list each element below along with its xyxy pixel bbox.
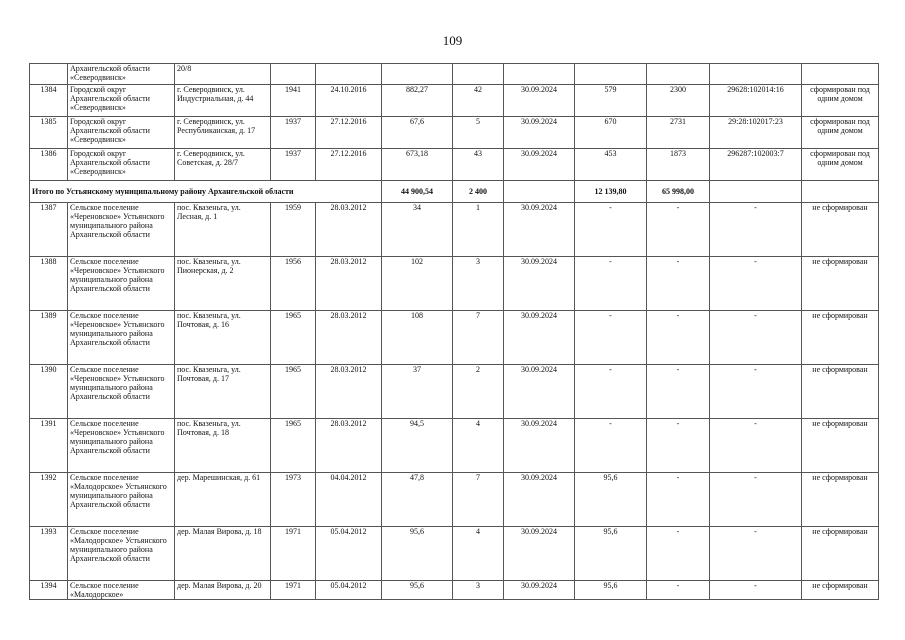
area-cell: 882,27 <box>382 85 453 117</box>
people-cell: 4 <box>453 527 504 581</box>
cost-cell: - <box>647 203 710 257</box>
row-number-cell: 1386 <box>30 149 68 181</box>
cost-cell: - <box>647 365 710 419</box>
cadastre-number-cell: 29628:102014:16 <box>710 85 802 117</box>
owner-cell: Сельское поселение «Череновское» Устьянского муниципального района Архангельской области <box>68 203 175 257</box>
plot-area-cell: - <box>575 311 647 365</box>
people-cell: 4 <box>453 419 504 473</box>
year-cell: 1941 <box>271 85 316 117</box>
cadastre-number-cell: - <box>710 581 802 600</box>
date-cell: 28.03.2012 <box>316 311 382 365</box>
plan-date-cell: 30.09.2024 <box>504 473 575 527</box>
total-sq: 12 139,80 <box>575 181 647 203</box>
land-status-cell: сформирован под одним домом <box>802 149 879 181</box>
plot-area-cell: 579 <box>575 85 647 117</box>
plot-area-cell <box>575 64 647 85</box>
cadastre-number-cell: - <box>710 365 802 419</box>
land-status-cell <box>802 64 879 85</box>
land-status-cell: не сформирован <box>802 257 879 311</box>
total-area: 44 900,54 <box>382 181 453 203</box>
table-row <box>30 419 879 473</box>
year-cell: 1937 <box>271 117 316 149</box>
plot-area-cell: 95,6 <box>575 473 647 527</box>
area-cell: 95,6 <box>382 527 453 581</box>
date-cell <box>316 64 382 85</box>
people-cell: 7 <box>453 311 504 365</box>
land-status-cell: сформирован под одним домом <box>802 117 879 149</box>
cost-cell: 1873 <box>647 149 710 181</box>
land-status-cell: не сформирован <box>802 203 879 257</box>
year-cell: 1956 <box>271 257 316 311</box>
plot-area-cell: - <box>575 203 647 257</box>
plan-date-cell: 30.09.2024 <box>504 85 575 117</box>
owner-cell: Сельское поселение «Череновское» Устьянского муниципального района Архангельской области <box>68 311 175 365</box>
row-number-cell: 1389 <box>30 311 68 365</box>
area-cell: 95,6 <box>382 581 453 600</box>
plan-date-cell: 30.09.2024 <box>504 257 575 311</box>
land-status-cell: не сформирован <box>802 365 879 419</box>
area-cell: 47,8 <box>382 473 453 527</box>
cadastre-number-cell: 29:28:102017:23 <box>710 117 802 149</box>
row-number-cell: 1385 <box>30 117 68 149</box>
area-cell: 34 <box>382 203 453 257</box>
land-status-cell: не сформирован <box>802 311 879 365</box>
plot-area-cell: - <box>575 365 647 419</box>
total-empty-cell <box>802 181 879 203</box>
plot-area-cell: - <box>575 419 647 473</box>
year-cell: 1965 <box>271 365 316 419</box>
cadastre-number-cell: - <box>710 257 802 311</box>
row-number-cell: 1387 <box>30 203 68 257</box>
year-cell: 1971 <box>271 527 316 581</box>
people-cell: 3 <box>453 257 504 311</box>
cost-cell <box>647 64 710 85</box>
year-cell <box>271 64 316 85</box>
people-cell <box>453 64 504 85</box>
date-cell: 05.04.2012 <box>316 581 382 600</box>
plot-area-cell: 453 <box>575 149 647 181</box>
owner-cell: Сельское поселение «Череновское» Устьянского муниципального района Архангельской области <box>68 257 175 311</box>
cadastre-number-cell: 296287:102003:7 <box>710 149 802 181</box>
owner-cell: Сельское поселение «Малодорское» <box>68 581 175 600</box>
owner-cell: Городской округ Архангельской области «Северодвинск» <box>68 117 175 149</box>
plan-date-cell: 30.09.2024 <box>504 365 575 419</box>
date-cell: 27.12.2016 <box>316 149 382 181</box>
total-row <box>30 181 879 203</box>
cost-cell: - <box>647 419 710 473</box>
address-cell: г. Северодвинск, ул. Советская, д. 28/7 <box>175 149 271 181</box>
owner-cell: Городской округ Архангельской области «Северодвинск» <box>68 85 175 117</box>
people-cell: 5 <box>453 117 504 149</box>
year-cell: 1965 <box>271 419 316 473</box>
row-number-cell <box>30 64 68 85</box>
people-cell: 1 <box>453 203 504 257</box>
date-cell: 05.04.2012 <box>316 527 382 581</box>
owner-cell: Городской округ Архангельской области «Северодвинск» <box>68 149 175 181</box>
total-cost: 65 998,00 <box>647 181 710 203</box>
date-cell: 28.03.2012 <box>316 419 382 473</box>
row-number-cell: 1391 <box>30 419 68 473</box>
total-empty-cell <box>504 181 575 203</box>
table-row <box>30 203 879 257</box>
plan-date-cell <box>504 64 575 85</box>
row-number-cell: 1390 <box>30 365 68 419</box>
row-number-cell: 1388 <box>30 257 68 311</box>
area-cell: 102 <box>382 257 453 311</box>
cadastre-number-cell: - <box>710 473 802 527</box>
address-cell: пос. Квазеньга, ул. Почтовая, д. 17 <box>175 365 271 419</box>
area-cell: 108 <box>382 311 453 365</box>
cadastre-number-cell: - <box>710 203 802 257</box>
address-cell: дер. Марешинская, д. 61 <box>175 473 271 527</box>
cadastre-number-cell: - <box>710 527 802 581</box>
date-cell: 04.04.2012 <box>316 473 382 527</box>
date-cell: 27.12.2016 <box>316 117 382 149</box>
table-row <box>30 581 879 600</box>
address-cell: пос. Квазеньга, ул. Почтовая, д. 16 <box>175 311 271 365</box>
plan-date-cell: 30.09.2024 <box>504 203 575 257</box>
table-row <box>30 473 879 527</box>
cost-cell: - <box>647 581 710 600</box>
table-row <box>30 85 879 117</box>
row-number-cell: 1384 <box>30 85 68 117</box>
cost-cell: 2300 <box>647 85 710 117</box>
cost-cell: - <box>647 473 710 527</box>
date-cell: 28.03.2012 <box>316 257 382 311</box>
owner-cell: Архангельской области «Северодвинск» <box>68 64 175 85</box>
table-row <box>30 149 879 181</box>
plot-area-cell: - <box>575 257 647 311</box>
people-cell: 43 <box>453 149 504 181</box>
cadastre-number-cell: - <box>710 419 802 473</box>
land-status-cell: сформирован под одним домом <box>802 85 879 117</box>
people-cell: 42 <box>453 85 504 117</box>
year-cell: 1959 <box>271 203 316 257</box>
row-number-cell: 1392 <box>30 473 68 527</box>
plan-date-cell: 30.09.2024 <box>504 311 575 365</box>
people-cell: 7 <box>453 473 504 527</box>
area-cell: 67,6 <box>382 117 453 149</box>
cadastre-number-cell: - <box>710 311 802 365</box>
table-row <box>30 117 879 149</box>
owner-cell: Сельское поселение «Малодорское» Устьянского муниципального района Архангельской области <box>68 473 175 527</box>
area-cell: 94,5 <box>382 419 453 473</box>
area-cell: 673,18 <box>382 149 453 181</box>
table-row <box>30 365 879 419</box>
plot-area-cell: 670 <box>575 117 647 149</box>
total-label: Итого по Устьянскому муниципальному району Архангельской области <box>30 181 382 203</box>
address-cell: пос. Квазеньга, ул. Пионерская, д. 2 <box>175 257 271 311</box>
plot-area-cell: 95,6 <box>575 527 647 581</box>
date-cell: 28.03.2012 <box>316 365 382 419</box>
land-status-cell: не сформирован <box>802 419 879 473</box>
year-cell: 1937 <box>271 149 316 181</box>
owner-cell: Сельское поселение «Малодорское» Устьянского муниципального района Архангельской области <box>68 527 175 581</box>
address-cell: пос. Квазеньга, ул. Лесная, д. 1 <box>175 203 271 257</box>
address-cell: дер. Малая Вирова, д. 18 <box>175 527 271 581</box>
cost-cell: - <box>647 527 710 581</box>
date-cell: 28.03.2012 <box>316 203 382 257</box>
area-cell <box>382 64 453 85</box>
people-cell: 2 <box>453 365 504 419</box>
address-cell: пос. Квазеньга, ул. Почтовая, д. 18 <box>175 419 271 473</box>
address-cell: г. Северодвинск, ул. Республиканская, д. 17 <box>175 117 271 149</box>
area-cell: 37 <box>382 365 453 419</box>
year-cell: 1971 <box>271 581 316 600</box>
cost-cell: - <box>647 257 710 311</box>
cost-cell: 2731 <box>647 117 710 149</box>
plan-date-cell: 30.09.2024 <box>504 527 575 581</box>
table-row <box>30 257 879 311</box>
people-cell: 3 <box>453 581 504 600</box>
total-people: 2 400 <box>453 181 504 203</box>
date-cell: 24.10.2016 <box>316 85 382 117</box>
land-status-cell: не сформирован <box>802 473 879 527</box>
total-empty-cell <box>710 181 802 203</box>
land-status-cell: не сформирован <box>802 527 879 581</box>
table-row <box>30 311 879 365</box>
row-number-cell: 1394 <box>30 581 68 600</box>
page-number: 109 <box>442 33 463 48</box>
owner-cell: Сельское поселение «Череновское» Устьянского муниципального района Архангельской области <box>68 365 175 419</box>
plan-date-cell: 30.09.2024 <box>504 581 575 600</box>
housing-registry-table <box>29 63 879 600</box>
owner-cell: Сельское поселение «Череновское» Устьянского муниципального района Архангельской области <box>68 419 175 473</box>
table-row <box>30 64 879 85</box>
year-cell: 1973 <box>271 473 316 527</box>
address-cell: дер. Малая Вирова, д. 20 <box>175 581 271 600</box>
table-row <box>30 527 879 581</box>
address-cell: 20/8 <box>175 64 271 85</box>
plan-date-cell: 30.09.2024 <box>504 419 575 473</box>
land-status-cell: не сформирован <box>802 581 879 600</box>
row-number-cell: 1393 <box>30 527 68 581</box>
plan-date-cell: 30.09.2024 <box>504 117 575 149</box>
plan-date-cell: 30.09.2024 <box>504 149 575 181</box>
cost-cell: - <box>647 311 710 365</box>
year-cell: 1965 <box>271 311 316 365</box>
address-cell: г. Северодвинск, ул. Индустриальная, д. 44 <box>175 85 271 117</box>
cadastre-number-cell <box>710 64 802 85</box>
plot-area-cell: 95,6 <box>575 581 647 600</box>
